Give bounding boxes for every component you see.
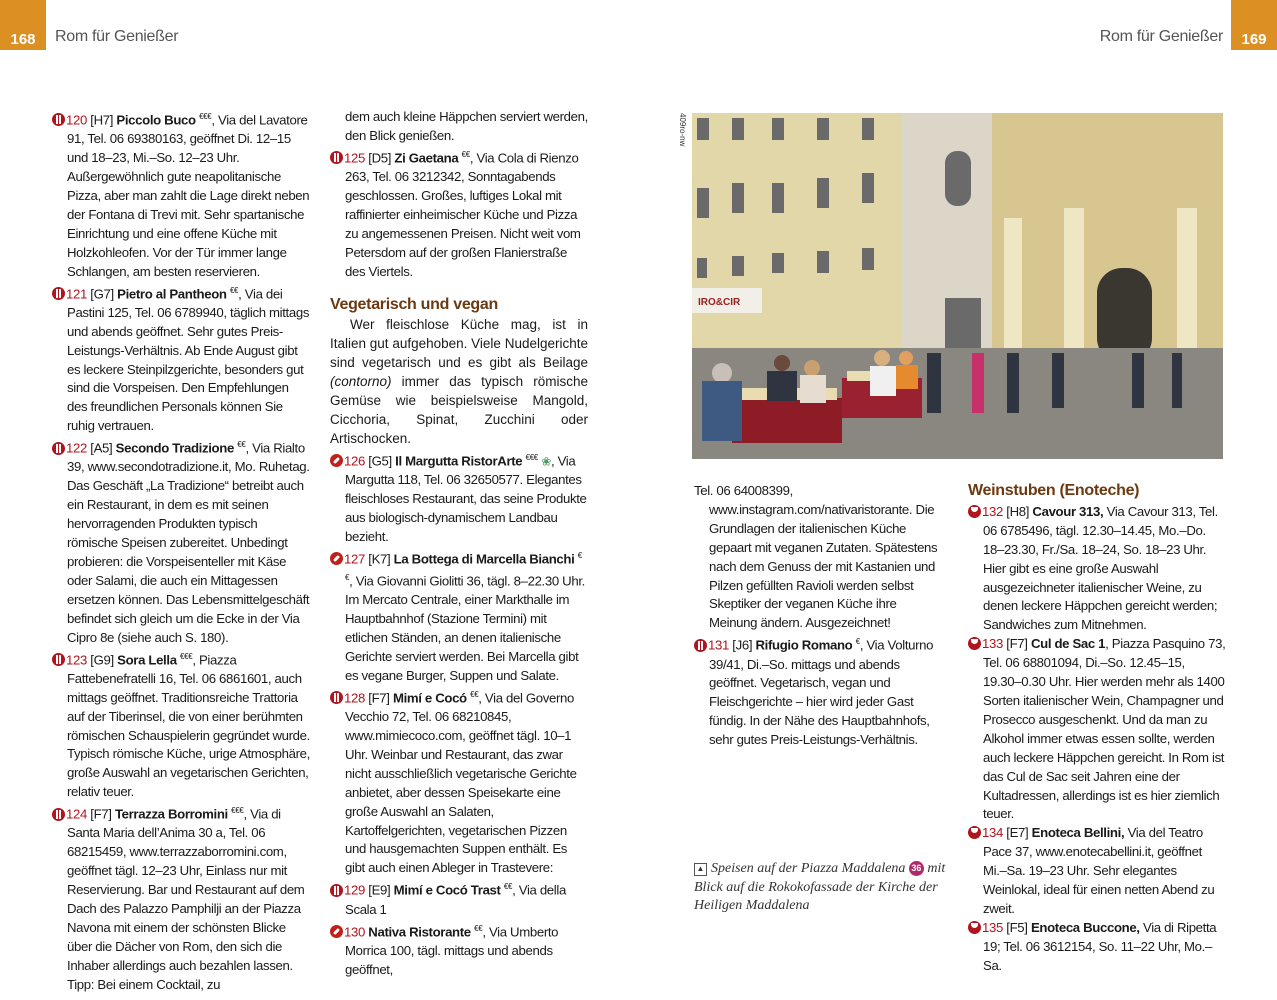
price-level: €€ xyxy=(461,149,470,159)
listing-name: Enoteca Bellini, xyxy=(1031,825,1125,841)
listing-text: , Piazza Fattebenefratelli 16, Tel. 06 6861601, auch mittags geöffnet. Traditionsreiche Trattoria auf der Tiberinsel, die von einer berühmten römischen Schauspielerin gegründet wurde. Typisch römische Küche, urige Atmosphäre, große Auswahl an vegetarischen Gerichten, relativ teuer. xyxy=(67,651,310,800)
listing-name: Secondo Tradizione xyxy=(115,440,234,456)
price-level: €€ xyxy=(474,923,483,933)
running-head-right: Rom für Genießer xyxy=(1099,28,1223,45)
price-level: €€ xyxy=(503,882,513,892)
listing-134 xyxy=(968,824,1226,919)
intro-paragraph xyxy=(330,316,588,448)
listing-name: Mimí e Cocó Trast xyxy=(393,882,501,898)
running-head-left: Rom für Genießer xyxy=(55,28,179,45)
listing-name: Cul de Sac 1 xyxy=(1030,636,1106,652)
listing-name: Sora Lella xyxy=(117,651,177,667)
listing-name: Rifugio Romano xyxy=(755,637,853,653)
price-level: €€ xyxy=(470,689,479,699)
intro-text: Wer fleischlose Küche mag, ist in Italien gut aufgehoben. Viele Nudelgerichte sind vegetarisch und es gibt als Beilage xyxy=(330,317,588,371)
listing-text: Via del Teatro Pace 37, www.enotecabellini.it, geöffnet Mi.–Sa. 19–23 Uhr. Sehr elegantes Weinlokal, ideal für einen netten Abend zu zweit. xyxy=(983,825,1215,916)
listing-name: Zi Gaetana xyxy=(394,150,459,166)
listing-number: 120 xyxy=(66,112,87,128)
column-1 xyxy=(52,108,310,995)
listing-129 xyxy=(330,878,588,919)
listing-number: 128 xyxy=(344,690,365,706)
listing-123 xyxy=(52,648,310,803)
listing-number: 125 xyxy=(344,150,365,166)
continuation-body: Tel. 06 64008399, www.instagram.com/nativaristorante. Die Grundlagen der italienischen Küche gepaart mit veganen Zutaten. Spätestens nach dem Genuss der mit Kastanien und Pilzen gefüllten Ravioli werden selbst Skeptiker der veganen Küche ihre Meinung ändern. Ausgezeichnet! xyxy=(694,483,938,631)
listing-text: Via di Ripetta 19; Tel. 06 3612154, So. 11–22 Uhr, Mo.–Sa. xyxy=(983,919,1217,973)
price-level: €€ xyxy=(345,550,582,583)
photo-piazza-maddalena xyxy=(692,113,1223,459)
listing-text: , Via di Santa Maria dell’Anima 30 a, Tel. 06 68215459, www.terrazzaborromini.com, geöffnet tägl. 12–23 Uhr, Einlass nur mit Reservierung. Bar und Restaurant auf dem Dach des Palazzo Pamphilji an der Piazza Navona mit einem der schönsten Blicke über die Dächer von Rom, den sich die Inhaber allerdings auch bezahlen lassen. Tipp: Bei einem Cocktail, zu xyxy=(67,806,305,992)
map-ref: [E7] xyxy=(1006,825,1029,841)
listing-number: 131 xyxy=(708,637,729,653)
restaurant-icon xyxy=(52,442,65,455)
listing-120 xyxy=(52,108,310,282)
map-ref: [G5] xyxy=(368,453,392,469)
restaurant-icon xyxy=(330,884,343,897)
map-ref: [J6] xyxy=(732,637,753,653)
listing-number: 121 xyxy=(66,285,87,301)
listing-124 xyxy=(52,802,310,994)
restaurant-icon xyxy=(330,691,343,704)
listing-number: 134 xyxy=(982,825,1003,841)
left-building xyxy=(692,113,902,353)
listing-125 xyxy=(330,146,588,282)
map-ref: [F7] xyxy=(368,690,390,706)
wine-glass-icon xyxy=(968,921,981,934)
price-level: €€€ xyxy=(180,651,193,661)
wine-glass-icon xyxy=(968,637,981,650)
listing-130 xyxy=(330,920,588,980)
continuation-body: dem auch kleine Häppchen serviert werden, den Blick genießen. xyxy=(345,109,588,143)
organic-leaf-icon: ❀ xyxy=(541,454,551,469)
continuation-text xyxy=(694,482,946,633)
listing-name: Nativa Ristorante xyxy=(368,923,471,939)
photo-caption xyxy=(694,860,954,916)
map-ref: [F7] xyxy=(90,806,112,822)
listing-127 xyxy=(330,547,588,686)
listing-135 xyxy=(968,919,1226,976)
restaurant-icon xyxy=(52,653,65,666)
listing-122 xyxy=(52,436,310,647)
wine-glass-icon xyxy=(968,826,981,839)
listing-name: Enoteca Buccone, xyxy=(1030,919,1140,935)
vegetarian-icon xyxy=(330,454,343,467)
column-3 xyxy=(694,482,946,750)
map-ref: [H8] xyxy=(1006,503,1030,519)
map-ref: [E9] xyxy=(368,882,391,898)
listing-text: , Via Volturno 39/41, Di.–So. mittags und abends geöffnet. Vegetarisch, vegan und Fleischgerichte – hier wird jeder Gast fündig. In der Nähe des Hauptbahnhofs, sehr gutes Preis-Leistungs-Verhältnis. xyxy=(709,637,934,748)
listing-text: , Via Umberto Morrica 100, tägl. mittags und abends geöffnet, xyxy=(345,923,559,977)
listing-name: Cavour 313, xyxy=(1032,503,1104,519)
listing-number: 122 xyxy=(66,440,87,456)
listing-121 xyxy=(52,282,310,437)
map-ref: [G9] xyxy=(90,651,114,667)
listing-132 xyxy=(968,503,1226,635)
column-2 xyxy=(330,108,588,980)
map-ref: [G7] xyxy=(90,285,114,301)
caption-text: mit Blick auf die Rokokofassade der Kirche der Heiligen Maddalena xyxy=(694,861,946,913)
restaurant-icon xyxy=(52,113,65,126)
listing-number: 127 xyxy=(344,551,365,567)
map-ref: [K7] xyxy=(368,551,391,567)
intro-text: immer das typisch römische Gemüse wie beispielsweise Mangold, Cicchoria, Spinat, Zucchini oder Artischocken. xyxy=(330,374,588,446)
vegetarian-icon xyxy=(330,552,343,565)
listing-text: , Via del Governo Vecchio 72, Tel. 06 68210845, www.mimiecoco.com, geöffnet tägl. 10–1 Uhr. Weinbar und Restaurant, das zwar nicht ausschließlich vegetarische Gerichte anbietet, aber dessen Speisekarte eine große Auswahl an Salaten, Kartoffelgerichten, vegetarischen Pizzen und hausgemachten Suppen enthält. Es gibt auch einen Ableger in Trastevere: xyxy=(345,690,577,876)
section-heading-wine: Weinstuben (Enoteche) xyxy=(968,482,1140,499)
continuation-text xyxy=(330,108,588,146)
listing-name: Terrazza Borromini xyxy=(114,806,228,822)
section-heading-vegetarian: Vegetarisch und vegan xyxy=(330,295,498,313)
listing-text: , Via Cola di Rienzo 263, Tel. 06 3212342, Sonntagabends geschlossen. Großes, luftiges Lokal mit raffinierter einheimischer Küche und Pizza zu angemessenen Preisen. Nicht weit vom Petersdom auf der großen Flanierstraße des Viertels. xyxy=(345,150,581,279)
listing-text: , Piazza Pasquino 73, Tel. 06 68801094, Di.–So. 12.45–15, 19.30–0.30 Uhr. Hier werden mehr als 1400 Sorten italienischer Wein, Champagner und Prosecco ausgeschenkt. Und da man zu Alkohol immer etwas essen sollte, werden auch leckere Häppchen gereicht. In Rom ist das Cul de Sac seit Jahren eine der Kultadressen, allerdings ist es hier ziemlich teuer. xyxy=(983,636,1226,822)
page-number-text: 169 xyxy=(1241,31,1267,48)
listing-126 xyxy=(330,449,588,547)
price-level: € xyxy=(855,637,860,647)
listing-number: 135 xyxy=(982,919,1003,935)
listing-number: 132 xyxy=(982,503,1003,519)
listing-name: Mimí e Cocó xyxy=(392,690,467,706)
listing-text: Via Cavour 313, Tel. 06 6785496, tägl. 12.30–14.45, Mo.–Do. 18–23.30, Fr./Sa. 18–24, So. 18–23 Uhr. Hier gibt es eine große Auswahl ausgezeichneter italienischer Weine, zu denen leckere Häppchen gereicht werden; Sandwiches zum Mitnehmen. xyxy=(983,503,1218,633)
listing-128 xyxy=(330,686,588,878)
listing-131 xyxy=(694,633,946,750)
restaurant-icon xyxy=(330,151,343,164)
map-ref: [F5] xyxy=(1006,919,1028,935)
listing-text: , Via Margutta 118, Tel. 06 32650577. Elegantes fleischloses Restaurant, das seine Produkte aus biologisch-dynamischem Landbau bezieht. xyxy=(345,453,587,544)
sign-text: IRO&CIR xyxy=(698,297,741,308)
listing-text: , Via della Scala 1 xyxy=(345,882,566,917)
column-4 xyxy=(968,482,1226,976)
price-level: €€ xyxy=(229,285,239,295)
listing-name: Pietro al Pantheon xyxy=(117,285,227,301)
listing-text: , Via Giovanni Giolitti 36, tägl. 8–22.30 Uhr. Im Mercato Centrale, einer Markthalle im Hauptbahnhof (Stazione Termini) mit etlichen Ständen, an denen italienische Gerichte serviert werden. Bei Marcella gibt es vegane Burger, Suppen und Salate. xyxy=(345,573,585,683)
listing-number: 130 xyxy=(344,923,365,939)
page-number-text: 168 xyxy=(10,31,36,48)
listing-name: Il Margutta RistorArte xyxy=(395,453,523,469)
price-level: €€€ xyxy=(525,452,538,462)
wine-glass-icon xyxy=(968,505,981,518)
listing-number: 126 xyxy=(344,453,365,469)
caption-arrow-icon: ▲ xyxy=(694,863,707,876)
price-level: €€ xyxy=(237,440,246,450)
map-ref: [D5] xyxy=(368,150,392,166)
listing-number: 124 xyxy=(66,806,87,822)
vegetarian-icon xyxy=(330,925,343,938)
listing-number: 123 xyxy=(66,651,87,667)
photo-illustration xyxy=(692,113,1223,459)
price-level: €€€ xyxy=(199,112,212,121)
listing-133 xyxy=(968,635,1226,824)
map-ref: [F7] xyxy=(1006,636,1028,652)
intro-emphasis: (contorno) xyxy=(330,374,392,390)
photo-credit: 409ro-nw xyxy=(678,113,687,147)
listing-number: 129 xyxy=(344,882,365,898)
restaurant-icon xyxy=(694,639,707,652)
map-ref: [H7] xyxy=(90,112,114,128)
caption-text: Speisen auf der Piazza Maddalena xyxy=(711,861,906,876)
listing-text: , Via dei Pastini 125, Tel. 06 6789940, täglich mittags und abends geöffnet. Sehr gutes Preis-Leistungs-Verhältnis. Ab Ende August gibt es leckere Steinpilzgerichte, besonders gut sind die Vorspeisen. Den Empfehlungen des freundlichen Personals können Sie ruhig vertrauen. xyxy=(67,285,310,434)
listing-text: , Via del Lavatore 91, Tel. 06 69380163, geöffnet Di. 12–15 und 18–23, Mi.–So. 12–23 Uhr. Außergewöhnlich gute neapolitanische Pizza, aber man zahlt die Lage direkt neben der Fontana di Trevi mit. Sehr spartanische Einrichtung und eine offene Küche mit Holzkohleofen. Vor der Tür immer lange Schlangen, am besten reservieren. xyxy=(67,112,310,279)
listing-name: Piccolo Buco xyxy=(116,112,196,128)
listing-text: , Via Rialto 39, www.secondotradizione.it, Mo. Ruhetag. Das Geschäft „La Tradizione“ betreibt auch ein Restaurant, in dem es mit seinen hervorragenden Produkten typisch römische Speisen zubereitet. Unbedingt probieren: die Vorspeisenteller mit Käse oder Salami, die auch ein Mittagessen ersetzen können. Das Lebensmittelgeschäft befindet sich gleich um die Ecke in der Via Cipro 8e (siehe auch S. 180). xyxy=(67,440,310,645)
listing-number: 133 xyxy=(982,636,1003,652)
price-level: €€€ xyxy=(231,806,244,816)
page-number-left xyxy=(0,0,46,50)
restaurant-icon xyxy=(52,808,65,821)
page-number-right xyxy=(1231,0,1277,50)
map-badge: 36 xyxy=(909,861,924,876)
listing-name: La Bottega di Marcella Bianchi xyxy=(393,551,575,567)
map-ref: [A5] xyxy=(90,440,113,456)
restaurant-icon xyxy=(52,287,65,300)
